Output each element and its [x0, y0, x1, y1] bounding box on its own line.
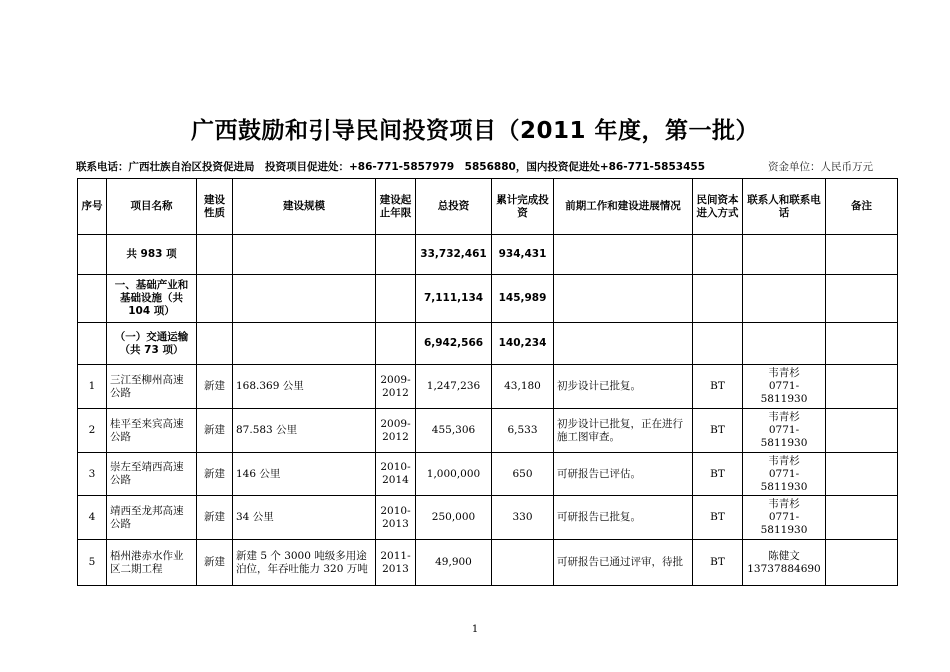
table-row: [78, 409, 898, 453]
row-name: 崇左至靖西高速公路: [107, 453, 197, 496]
contact-phone: 0771-5811930: [760, 511, 808, 536]
row-scale: 146 公里: [233, 453, 376, 496]
summary-row: [78, 275, 898, 323]
row-total: 250,000: [416, 496, 492, 540]
row-done: 650: [492, 453, 554, 496]
contact-phone: 13737884690: [747, 562, 821, 575]
row-progress: 可研报告已批复。: [554, 496, 693, 540]
row-contact: [743, 365, 826, 409]
row-name: 梧州港赤水作业区二期工程: [107, 540, 197, 586]
row-progress: 初步设计已批复，正在进行施工图审查。: [554, 409, 693, 453]
row-nature: 新建: [197, 453, 233, 496]
row-done: [492, 540, 554, 586]
row-seq: 4: [78, 496, 107, 540]
row-entry: BT: [693, 496, 743, 540]
summary-done: 145,989: [492, 275, 554, 323]
row-remark: [826, 540, 898, 586]
col-header-total: 总投资: [416, 179, 492, 235]
row-period: 2009-2012: [376, 409, 416, 453]
col-header-name: 项目名称: [107, 179, 197, 235]
currency-unit: 资金单位：人民币万元: [768, 161, 873, 173]
contact-line: 联系电话：广西壮族自治区投资促进局 投资项目促进处：+86-771-5857979 5856880，国内投资促进处+86-771-5853455: [76, 161, 706, 173]
row-done: 330: [492, 496, 554, 540]
contact-phone: 0771-5811930: [760, 380, 808, 405]
summary-total: 7,111,134: [416, 275, 492, 323]
row-scale: 168.369 公里: [233, 365, 376, 409]
row-nature: 新建: [197, 409, 233, 453]
summary-name: （一）交通运输（共 73 项）: [107, 323, 197, 365]
row-contact: [743, 496, 826, 540]
page-number: 1: [471, 624, 479, 635]
col-header-scale: 建设规模: [233, 179, 376, 235]
row-entry: BT: [693, 409, 743, 453]
row-done: 6,533: [492, 409, 554, 453]
row-total: 455,306: [416, 409, 492, 453]
row-period: 2010-2013: [376, 496, 416, 540]
row-seq: 2: [78, 409, 107, 453]
contact-name: 韦青杉: [768, 498, 800, 510]
contact-name: 韦青杉: [768, 411, 800, 423]
row-nature: 新建: [197, 496, 233, 540]
contact-name: 韦青杉: [768, 454, 800, 467]
header-row: [78, 179, 898, 235]
summary-total: 33,732,461: [416, 235, 492, 275]
table-row: [78, 365, 898, 409]
row-period: 2010-2014: [376, 453, 416, 496]
row-name: 靖西至龙邦高速公路: [107, 496, 197, 540]
row-total: 1,247,236: [416, 365, 492, 409]
col-header-remark: 备注: [826, 179, 898, 235]
row-total: 1,000,000: [416, 453, 492, 496]
row-name: 桂平至来宾高速公路: [107, 409, 197, 453]
summary-done: 140,234: [492, 323, 554, 365]
summary-name: 共 983 项: [107, 235, 197, 275]
row-nature: 新建: [197, 365, 233, 409]
col-header-nature: 建设性质: [197, 179, 233, 235]
document-title: 广西鼓励和引导民间投资项目（2011 年度，第一批）: [190, 118, 760, 144]
row-seq: 5: [78, 540, 107, 586]
row-name: 三江至柳州高速公路: [107, 365, 197, 409]
row-entry: BT: [693, 453, 743, 496]
summary-name: 一、基础产业和基础设施（共 104 项）: [107, 275, 197, 323]
table-row: [78, 453, 898, 496]
row-scale: 87.583 公里: [233, 409, 376, 453]
row-total: 49,900: [416, 540, 492, 586]
row-progress: 可研报告已评估。: [554, 453, 693, 496]
table-row: [78, 540, 898, 586]
row-remark: [826, 409, 898, 453]
col-header-contact: 联系人和联系电话: [743, 179, 826, 235]
row-progress: 初步设计已批复。: [554, 365, 693, 409]
col-header-period: 建设起止年限: [376, 179, 416, 235]
contact-name: 韦青杉: [768, 367, 800, 379]
row-scale: 新建 5 个 3000 吨级多用途泊位，年吞吐能力 320 万吨: [233, 540, 376, 586]
contact-phone: 0771-5811930: [760, 467, 808, 493]
row-period: 2011-2013: [376, 540, 416, 586]
row-progress: 可研报告已通过评审，待批: [554, 540, 693, 586]
row-seq: 1: [78, 365, 107, 409]
row-remark: [826, 453, 898, 496]
summary-row: [78, 235, 898, 275]
summary-total: 6,942,566: [416, 323, 492, 365]
row-period: 2009-2012: [376, 365, 416, 409]
table-row: [78, 496, 898, 540]
contact-phone: 0771-5811930: [760, 424, 808, 449]
row-nature: 新建: [197, 540, 233, 586]
row-done: 43,180: [492, 365, 554, 409]
contact-name: 陈健文: [768, 549, 800, 562]
row-entry: BT: [693, 540, 743, 586]
summary-row: [78, 323, 898, 365]
row-scale: 34 公里: [233, 496, 376, 540]
col-header-done: 累计完成投资: [492, 179, 554, 235]
row-seq: 3: [78, 453, 107, 496]
summary-done: 934,431: [492, 235, 554, 275]
row-remark: [826, 365, 898, 409]
project-table: [77, 178, 898, 586]
row-contact: [743, 409, 826, 453]
col-header-entry: 民间资本进入方式: [693, 179, 743, 235]
row-remark: [826, 496, 898, 540]
row-entry: BT: [693, 365, 743, 409]
col-header-progress: 前期工作和建设进展情况: [554, 179, 693, 235]
row-contact: [743, 540, 826, 586]
row-contact: [743, 453, 826, 496]
col-header-seq: 序号: [78, 179, 107, 235]
